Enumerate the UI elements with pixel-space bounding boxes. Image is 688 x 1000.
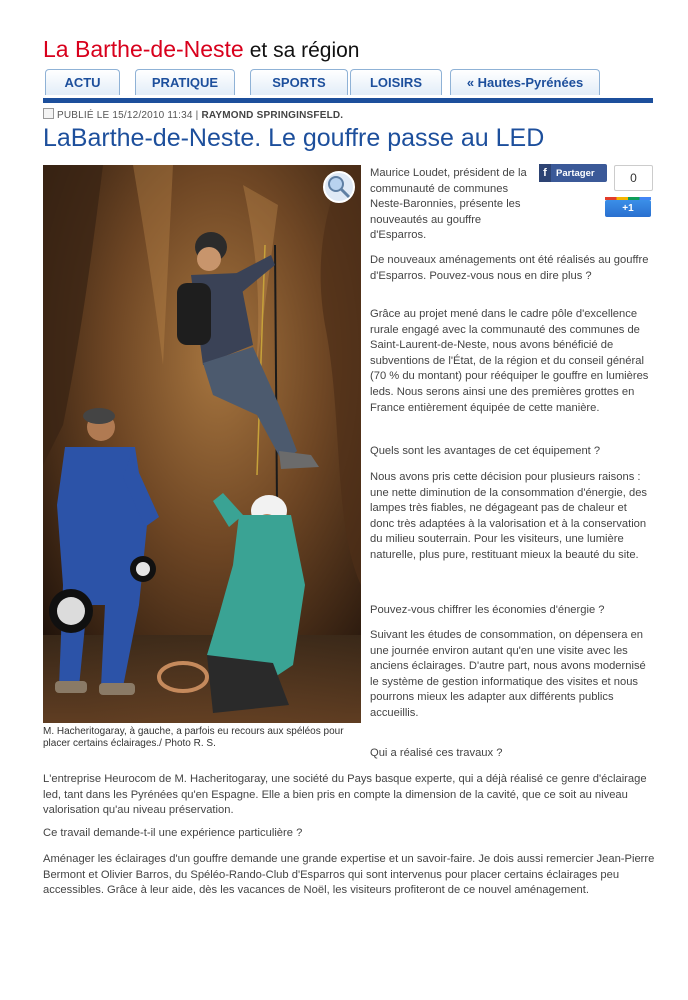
doc-icon	[43, 108, 54, 119]
site-suffix: et sa région	[249, 39, 360, 62]
tab-pratique[interactable]: PRATIQUE	[135, 69, 235, 95]
paragraph: Pouvez-vous chiffrer les économies d'énergie ?	[370, 604, 605, 616]
paragraph: L'entreprise Heurocom de M. Hacheritogaray, une société du Pays basque experte, qui a déjà réalisé ce genre d'éclairage led, tant dans les Pyrénées qu'en Espagne. Elle a bien pris en compte la dimension de la cavité, que ce soit au niveau valorisation qu'au niveau préservation.	[43, 773, 647, 817]
article-title: LaBarthe-de-Neste. Le gouffre passe au LED	[43, 124, 545, 152]
paragraph: Ce travail demande-t-il une expérience particulière ?	[43, 827, 303, 839]
paragraph: Qui a réalisé ces travaux ?	[370, 747, 503, 759]
share-count: 0	[614, 165, 653, 191]
share-widget	[539, 164, 653, 222]
paragraph: Quels sont les avantages de cet équipement ?	[370, 445, 601, 457]
tab-hautes-pyrenees[interactable]: « Hautes-Pyrénées	[450, 69, 600, 95]
paragraph: Nous avons pris cette décision pour plusieurs raisons : une nette diminution de la consommation d'énergie, des lampes très fiables, ne dégageant pas de chaleur et donc très adaptées à la valorisation et à la conservation du milieu souterrain. Pour les visiteurs, une lumière naturelle, plus pure, restituant mieux la beauté du site.	[370, 471, 648, 561]
article-body-full	[43, 772, 655, 819]
article-body-side	[370, 628, 652, 722]
paragraph: Suivant les études de consommation, on dépensera en une journée environ autant qu'en une visite avec les anciens éclairages. D'autre part, nous avons modernisé le système de gestion informatique des visites et nous pourrons mieux les adapter aux différents publics accueillis.	[370, 629, 646, 719]
paragraph: Maurice Loudet, président de la communauté de communes Neste-Baronnies, présente les nouveautés au gouffre d'Esparros.	[370, 167, 527, 242]
article-intro	[370, 166, 530, 244]
main-nav	[43, 68, 653, 103]
article-question	[43, 826, 655, 842]
meta-separator: |	[195, 110, 199, 121]
facebook-share-label: Partager	[556, 168, 595, 179]
cave-photo-illustration	[43, 165, 361, 723]
article-body-side	[370, 307, 652, 416]
article-question	[370, 603, 652, 619]
facebook-icon: f	[539, 164, 551, 182]
article-meta	[43, 108, 343, 121]
author-name: RAYMOND SPRINGINSFELD.	[201, 110, 344, 121]
site-name[interactable]: La Barthe-de-Neste	[43, 36, 244, 62]
tab-sports[interactable]: SPORTS	[250, 69, 348, 95]
article-question	[370, 746, 652, 762]
paragraph: Grâce au projet mené dans le cadre pôle d'excellence rurale engagé avec la communauté des communes de Saint-Laurent-de-Neste, nous avons bénéficié de subventions de l'État, de la région et du conseil général (70 % du montant) pour rééquiper le gouffre en lumières leds. Nous serons ainsi une des premières grottes en France entièrement équipée de cette manière.	[370, 308, 649, 414]
paragraph: Aménager les éclairages d'un gouffre demande une grande expertise et un savoir-faire. Je dois aussi remercier Jean-Pierre Bermont et Olivier Barros, du Spéléo-Rando-Club d'Esparros qui sont intervenus pour placer certains éclairages peu accessibles. Grâce à leur aide, dès les vacances de Noël, les visiteurs profiteront de ce nouvel aménagement.	[43, 853, 655, 897]
article-body-side	[370, 253, 652, 284]
paragraph: De nouveaux aménagements ont été réalisés au gouffre d'Esparros. Pouvez-vous nous en dire plus ?	[370, 254, 649, 282]
magnifier-icon[interactable]	[324, 172, 354, 202]
site-header	[43, 36, 663, 63]
tab-loisirs[interactable]: LOISIRS	[350, 69, 442, 95]
article-body-full	[43, 852, 655, 899]
article-photo[interactable]	[43, 165, 361, 723]
google-plus-button[interactable]: +1	[605, 200, 651, 217]
tab-actu[interactable]: ACTU	[45, 69, 120, 95]
article-body-side	[370, 470, 652, 564]
article-question	[370, 444, 652, 460]
facebook-share-button[interactable]	[539, 164, 607, 182]
publish-date: PUBLIÉ LE 15/12/2010 11:34	[57, 110, 193, 121]
photo-caption: M. Hacheritogaray, à gauche, a parfois eu recours aux spéléos pour placer certains éclairages./ Photo R. S.	[43, 726, 344, 749]
